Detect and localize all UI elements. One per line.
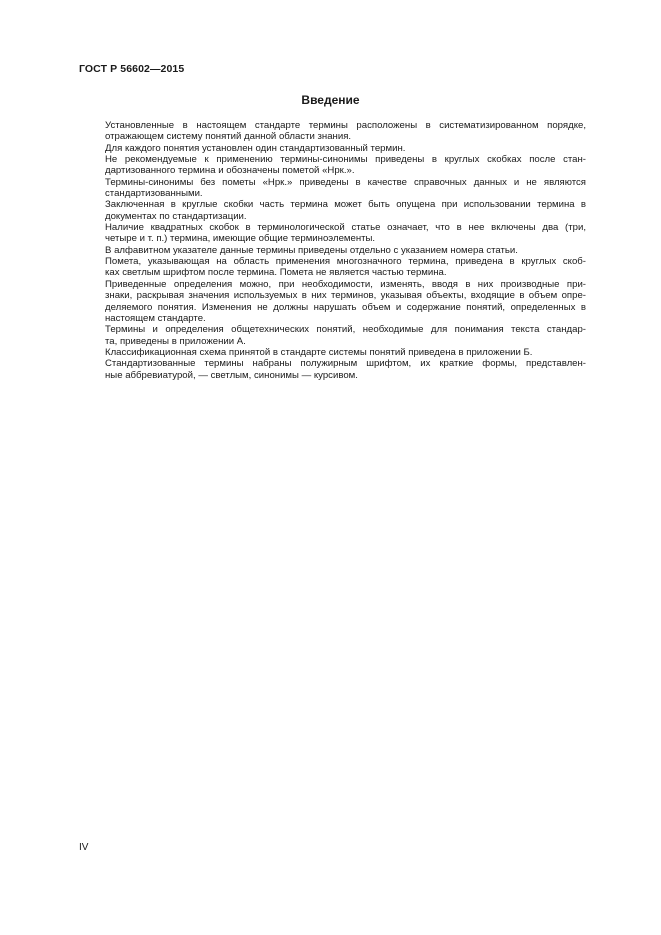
standard-id-header: ГОСТ Р 56602—2015 — [79, 63, 185, 75]
text-line: деляемого понятия. Изменения не должны нарушать объем и содержание понятий, определенных в — [105, 301, 586, 313]
text-line: документах по стандартизации. — [105, 210, 247, 222]
paragraph — [79, 279, 586, 324]
paragraph — [79, 358, 586, 381]
text-line: знаки, раскрывая значения используемых в них терминов, указывая объекты, входящие в объем опре- — [105, 290, 586, 302]
text-line: Стандартизованные термины набраны полужирным шрифтом, их краткие формы, представлен- — [105, 358, 586, 370]
section-title: Введение — [301, 93, 360, 107]
paragraph — [79, 324, 586, 347]
paragraph — [79, 222, 586, 245]
text-line: Классификационная схема принятой в стандарте системы понятий приведена в приложении Б. — [105, 346, 533, 358]
text-line: ках светлым шрифтом после термина. Помета не является частью термина. — [105, 267, 447, 279]
text-line: Для каждого понятия установлен один стандартизованный термин. — [105, 142, 406, 154]
text-line: ные аббревиатурой, — светлым, синонимы — курсивом. — [105, 369, 358, 381]
text-line: Наличие квадратных скобок в терминологической статье означает, что в нее включены два (три, — [105, 222, 586, 234]
paragraph — [79, 177, 586, 200]
text-line: Помета, указывающая на область применения многозначного термина, приведена в круглых скоб- — [105, 256, 586, 268]
text-line: Термины и определения общетехнических понятий, необходимые для понимания текста стандар- — [105, 324, 586, 336]
paragraph — [79, 256, 586, 279]
text-line: Заключенная в круглые скобки часть термина может быть опущена при использовании термина в — [105, 199, 586, 211]
introduction-body — [79, 120, 586, 381]
text-line: дартизованного термина и обозначены пометой «Нрк.». — [105, 165, 355, 177]
paragraph — [79, 143, 586, 154]
text-line: В алфавитном указателе данные термины приведены отдельно с указанием номера статьи. — [105, 244, 518, 256]
text-line: Термины-синонимы без пометы «Нрк.» приведены в качестве справочных данных и не являются — [105, 176, 586, 188]
text-line: Приведенные определения можно, при необходимости, изменять, вводя в них производные при- — [105, 278, 586, 290]
text-line: Не рекомендуемые к применению термины-синонимы приведены в круглых скобках после стан- — [105, 154, 586, 166]
paragraph — [79, 199, 586, 222]
paragraph — [79, 120, 586, 143]
text-line: отражающем систему понятий данной области знания. — [105, 131, 352, 143]
text-line: Установленные в настоящем стандарте термины расположены в систематизированном порядке, — [105, 120, 586, 131]
text-line: настоящем стандарте. — [105, 312, 206, 324]
page-number: IV — [79, 842, 89, 853]
text-line: та, приведены в приложении А. — [105, 335, 246, 347]
paragraph — [79, 154, 586, 177]
paragraph — [79, 347, 586, 358]
text-line: стандартизованными. — [105, 188, 203, 200]
paragraph — [79, 245, 586, 256]
text-line: четыре и т. п.) термина, имеющие общие терминоэлементы. — [105, 233, 376, 245]
